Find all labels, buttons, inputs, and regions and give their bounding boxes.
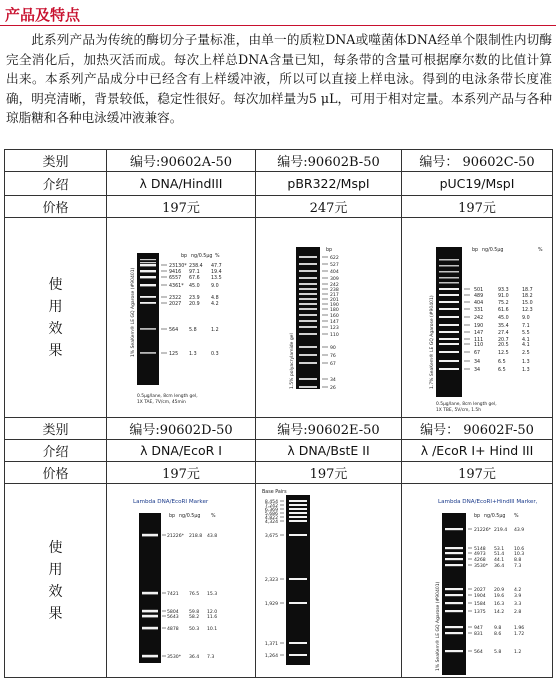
gel-band: [439, 343, 459, 345]
band-size-label: 501: [474, 287, 484, 293]
band-percent-label: 4.2: [514, 587, 522, 593]
gel-band: [140, 352, 156, 354]
gel-band: [289, 520, 307, 522]
band-percent-label: 18.2: [522, 293, 533, 299]
gel-column-header: bp: [474, 513, 481, 519]
gel-band: [445, 588, 463, 590]
product-intro: λ /EcoR I+ Hind III: [402, 440, 553, 462]
gel-band: [439, 316, 459, 318]
band-percent-label: 15.3: [207, 591, 218, 597]
gel-band: [439, 331, 459, 333]
gel-band: [445, 564, 463, 566]
gel-column-header: ng/0.5μg: [191, 253, 213, 259]
band-size-label: 67: [330, 361, 336, 367]
gel-band: [445, 626, 463, 628]
product-code: 编号： 90602F-50: [402, 418, 553, 440]
table-row: [5, 218, 553, 418]
band-size-label: 125: [169, 351, 179, 357]
band-size-label: 238: [330, 287, 339, 293]
band-percent-label: 1.96: [514, 625, 525, 631]
row-label-intro: 介绍: [5, 440, 107, 462]
gel-column-header: %: [215, 253, 220, 259]
band-mass-label: 12.5: [498, 350, 509, 356]
row-label-effect: 使用效果: [5, 218, 107, 418]
band-size-label: 242: [474, 315, 484, 321]
gel-band: [140, 264, 156, 266]
band-size-label: 2027: [474, 587, 486, 593]
gel-band: [299, 293, 317, 295]
gel-caption: 1.7% SeaKem® LE GQ Agarose (#90401): [430, 294, 435, 389]
band-mass-label: 238.4: [189, 263, 203, 269]
gel-band: [289, 602, 307, 604]
band-size-label: 8,454: [264, 499, 278, 505]
band-percent-label: 1.3: [522, 367, 530, 373]
band-size-label: 527: [330, 262, 339, 268]
gel-band: [289, 500, 307, 502]
product-spec-table: [4, 149, 553, 678]
gel-band: [299, 308, 317, 310]
band-percent-label: 12.3: [522, 307, 533, 313]
gel-band: [299, 270, 317, 272]
band-size-label: 404: [330, 269, 339, 275]
band-size-label: 201: [330, 297, 339, 303]
band-percent-label: 1.2: [211, 327, 219, 333]
band-percent-label: 7.3: [514, 563, 522, 569]
band-size-label: 4,324: [264, 519, 278, 525]
band-mass-label: 50.3: [189, 626, 200, 632]
gel-band: [289, 654, 307, 656]
gel-image: [256, 219, 401, 417]
band-size-label: 1,371: [264, 641, 278, 647]
band-percent-label: 1.72: [514, 631, 525, 637]
product-price: 197元: [256, 462, 402, 484]
gel-band: [289, 578, 307, 580]
band-size-label: 21226*: [167, 533, 184, 539]
gel-footnote: 0.5μg/lane, 8cm length gel,: [137, 393, 198, 399]
band-size-label: 242: [330, 282, 339, 288]
gel-caption: 1.5% polyacrylamide gel: [290, 332, 295, 389]
gel-image-cell: [402, 484, 553, 678]
gel-band: [289, 516, 307, 518]
band-mass-label: 20.9: [494, 587, 505, 593]
band-mass-label: 5.8: [494, 649, 502, 655]
gel-column-header: bp: [181, 253, 188, 259]
gel-image-cell: [402, 218, 553, 418]
band-size-label: 1584: [474, 601, 486, 607]
gel-band: [445, 547, 463, 549]
band-mass-label: 59.8: [189, 609, 200, 615]
band-size-label: 4268: [474, 557, 486, 563]
gel-band: [299, 346, 317, 348]
band-mass-label: 5.8: [189, 327, 197, 333]
gel-band: [289, 642, 307, 644]
band-mass-label: 61.6: [498, 307, 509, 313]
gel-column-header: bp: [472, 247, 479, 253]
band-percent-label: 1.3: [522, 359, 530, 365]
band-size-label: 489: [474, 293, 484, 299]
gel-column-header: %: [211, 513, 216, 519]
band-mass-label: 20.9: [189, 301, 200, 307]
band-size-label: 3,675: [264, 533, 278, 539]
band-mass-label: 218.8: [189, 533, 203, 539]
gel-column-header: %: [538, 247, 543, 253]
product-price: 247元: [256, 196, 402, 218]
band-percent-label: 9.0: [522, 315, 530, 321]
band-mass-label: 9.8: [494, 625, 502, 631]
band-mass-label: 44.1: [494, 557, 505, 563]
gel-band: [299, 314, 317, 316]
band-mass-label: 67.6: [189, 275, 200, 281]
band-size-label: 26: [330, 385, 336, 391]
band-mass-label: 219.4: [494, 527, 508, 533]
product-intro: λ DNA/HindIII: [107, 172, 256, 196]
band-size-label: 34: [474, 359, 481, 365]
band-percent-label: 12.0: [207, 609, 218, 615]
gel-image-cell: [256, 484, 402, 678]
band-size-label: 309: [330, 276, 339, 282]
band-size-label: 4,822: [264, 515, 278, 521]
gel-band: [140, 296, 156, 298]
band-size-label: 5643: [167, 614, 179, 620]
gel-band: [140, 270, 156, 272]
band-mass-label: 27.4: [498, 330, 509, 336]
gel-band: [299, 354, 317, 356]
gel-band: [299, 256, 317, 258]
gel-caption: 1% SeaKem® LE GQ Agarose (#90401): [436, 581, 441, 671]
band-percent-label: 13.5: [211, 275, 222, 281]
gel-image: [402, 219, 552, 417]
band-size-label: 947: [474, 625, 483, 631]
band-mass-label: 16.3: [494, 601, 505, 607]
gel-band: [299, 263, 317, 265]
band-mass-label: 6.5: [498, 367, 506, 373]
gel-band: [445, 632, 463, 634]
section-heading: 产品及特点: [5, 6, 81, 24]
band-mass-label: 1.3: [189, 351, 197, 357]
band-size-label: 564: [169, 327, 179, 333]
gel-band: [445, 610, 463, 612]
gel-band: [439, 368, 459, 370]
gel-lane: [436, 247, 462, 397]
band-percent-label: 43.8: [207, 533, 218, 539]
gel-band: [142, 591, 158, 594]
gel-band: [289, 512, 307, 514]
band-size-label: 331: [474, 307, 484, 313]
table-row: [5, 172, 553, 196]
band-size-label: 7,242: [264, 503, 278, 509]
band-size-label: 147: [474, 330, 484, 336]
gel-column-header: Base Pairs: [262, 489, 287, 495]
band-size-label: 110: [330, 332, 339, 338]
gel-band: [439, 324, 459, 326]
band-size-label: 123: [330, 325, 339, 331]
band-mass-label: 51.4: [494, 551, 505, 557]
band-mass-label: 14.2: [494, 609, 505, 615]
gel-band: [289, 508, 307, 510]
band-percent-label: 3.3: [514, 601, 522, 607]
gel-band: [140, 284, 156, 286]
gel-band: [142, 533, 158, 536]
gel-footnote: 0.5μg/lane, 8cm length gel,: [436, 401, 497, 407]
gel-band: [299, 277, 317, 279]
gel-band: [439, 271, 459, 273]
band-size-label: 6,369: [264, 507, 278, 513]
band-mass-label: 35.4: [498, 323, 509, 329]
gel-band: [445, 558, 463, 560]
band-percent-label: 0.3: [211, 351, 219, 357]
gel-band: [439, 277, 459, 279]
band-mass-label: 76.5: [189, 591, 200, 597]
band-mass-label: 6.5: [498, 359, 506, 365]
band-size-label: 564: [474, 649, 483, 655]
band-size-label: 1,929: [264, 601, 278, 607]
row-label-effect: 使用效果: [5, 484, 107, 678]
band-size-label: 622: [330, 255, 339, 261]
gel-band: [445, 650, 463, 652]
gel-column-header: ng/0.5μg: [482, 247, 504, 253]
band-size-label: 3530*: [167, 654, 181, 660]
band-size-label: 111: [474, 337, 484, 343]
gel-column-header: ng/0.5μg: [179, 513, 201, 519]
band-percent-label: 43.9: [514, 527, 525, 533]
row-label-category: 类别: [5, 418, 107, 440]
gel-band: [299, 326, 317, 328]
product-intro-paragraph: 此系列产品为传统的酶切分子量标准，由单一的质粒DNA或噬菌体DNA经单个限制性内切酶完全消化后，加热灭活而成。每次上样总DNA含量已知，每条带的含量可根据摩尔数的比值计算出来。本系列产品成分中已经含有上样缓冲液，所以可以直接上样电泳。得到的电泳条带长度准确，明亮清晰，背景较低，稳定性很好。每次加样量为5 μL，可用于相对定量。本系列产品与各种琼脂糖和各种电泳缓冲液兼容。: [6, 32, 552, 126]
band-mass-label: 45.0: [189, 283, 200, 289]
gel-image-cell: [256, 218, 402, 418]
band-percent-label: 15.0: [522, 300, 533, 306]
gel-band: [445, 602, 463, 604]
gel-band: [142, 609, 158, 612]
band-size-label: 190: [474, 323, 484, 329]
band-size-label: 5148: [474, 546, 486, 552]
band-mass-label: 58.2: [189, 614, 200, 620]
row-label-price: 价格: [5, 196, 107, 218]
product-price: 197元: [107, 462, 256, 484]
gel-band: [439, 288, 459, 290]
gel-title: Lambda DNA/EcoRI Marker: [133, 498, 209, 505]
band-size-label: 3530*: [474, 563, 488, 569]
band-size-label: 1904: [474, 593, 486, 599]
table-row: [5, 440, 553, 462]
band-size-label: 2027: [169, 301, 182, 307]
band-mass-label: 91.0: [498, 293, 509, 299]
band-mass-label: 20.7: [498, 337, 509, 343]
band-percent-label: 3.9: [514, 593, 522, 599]
band-size-label: 9416: [169, 269, 182, 275]
band-size-label: 4973: [474, 551, 486, 557]
band-mass-label: 75.2: [498, 300, 509, 306]
table-row: [5, 418, 553, 440]
band-percent-label: 7.1: [522, 323, 530, 329]
product-intro: λ DNA/EcoR I: [107, 440, 256, 462]
band-mass-label: 36.4: [494, 563, 505, 569]
band-size-label: 90: [330, 345, 336, 351]
band-mass-label: 8.6: [494, 631, 502, 637]
band-percent-label: 1.2: [514, 649, 522, 655]
band-mass-label: 45.0: [498, 315, 509, 321]
gel-band: [142, 626, 158, 629]
band-mass-label: 23.9: [189, 295, 200, 301]
gel-band: [299, 386, 317, 388]
gel-band: [439, 265, 459, 267]
band-percent-label: 9.0: [211, 283, 219, 289]
band-size-label: 831: [474, 631, 483, 637]
band-percent-label: 4.1: [522, 337, 530, 343]
product-intro: λ DNA/BstE II: [256, 440, 402, 462]
product-price: 197元: [107, 196, 256, 218]
band-size-label: 23130*: [169, 263, 187, 269]
gel-band: [140, 302, 156, 304]
gel-band: [445, 528, 463, 530]
band-size-label: 34: [474, 367, 481, 373]
gel-title: Lambda DNA/EcoRI+HindIII Marker,: [438, 498, 538, 505]
product-code: 编号:90602E-50: [256, 418, 402, 440]
band-percent-label: 2.5: [522, 350, 530, 356]
gel-band: [445, 552, 463, 554]
gel-band: [439, 282, 459, 284]
band-mass-label: 19.6: [494, 593, 505, 599]
table-row: [5, 150, 553, 172]
gel-band: [439, 360, 459, 362]
gel-band: [299, 288, 317, 290]
gel-lane: [137, 253, 159, 385]
gel-band: [439, 301, 459, 303]
band-size-label: 190: [330, 302, 339, 308]
band-percent-label: 10.6: [514, 546, 525, 552]
band-size-label: 404: [474, 300, 484, 306]
gel-column-header: ng/0.5μg: [484, 513, 506, 519]
gel-image: [107, 485, 255, 677]
band-size-label: 2,323: [264, 577, 278, 583]
band-size-label: 160: [330, 313, 339, 319]
band-size-label: 110: [474, 342, 484, 348]
product-intro: pUC19/MspI: [402, 172, 553, 196]
band-size-label: 76: [330, 353, 336, 359]
gel-column-header: %: [514, 513, 519, 519]
product-code: 编号:90602D-50: [107, 418, 256, 440]
gel-band: [299, 303, 317, 305]
gel-band: [445, 594, 463, 596]
gel-band: [142, 614, 158, 617]
band-size-label: 180: [330, 307, 339, 313]
gel-band: [439, 338, 459, 340]
gel-band: [299, 362, 317, 364]
table-row: [5, 462, 553, 484]
gel-band: [299, 320, 317, 322]
band-percent-label: 7.3: [207, 654, 215, 660]
band-percent-label: 18.7: [522, 287, 533, 293]
gel-band: [142, 654, 158, 657]
gel-band: [299, 298, 317, 300]
band-size-label: 1375: [474, 609, 486, 615]
band-size-label: 7421: [167, 591, 179, 597]
gel-band: [439, 259, 459, 261]
band-size-label: 21226*: [474, 527, 491, 533]
band-mass-label: 93.3: [498, 287, 509, 293]
gel-band: [140, 276, 156, 278]
gel-band: [140, 262, 156, 263]
heading-divider: [0, 25, 556, 26]
band-mass-label: 53.1: [494, 546, 505, 552]
band-percent-label: 10.3: [514, 551, 525, 557]
band-size-label: 217: [330, 292, 339, 298]
product-price: 197元: [402, 196, 553, 218]
gel-band: [439, 294, 459, 296]
band-percent-label: 19.4: [211, 269, 222, 275]
gel-band: [289, 504, 307, 506]
gel-band: [140, 328, 156, 330]
table-row: [5, 484, 553, 678]
band-size-label: 5804: [167, 609, 179, 615]
gel-band: [299, 283, 317, 285]
gel-band: [299, 333, 317, 335]
gel-image: [402, 485, 552, 677]
row-label-intro: 介绍: [5, 172, 107, 196]
product-code: 编号： 90602C-50: [402, 150, 553, 172]
gel-column-header: bp: [326, 247, 333, 253]
gel-footnote: 1X TAE, 7V/cm, 45min: [137, 399, 186, 405]
band-mass-label: 97.1: [189, 269, 200, 275]
band-percent-label: 8.8: [514, 557, 522, 563]
gel-band: [140, 259, 156, 260]
gel-band: [439, 351, 459, 353]
gel-footnote: 1X TBE, 5V/cm, 1.5h: [436, 407, 481, 413]
gel-image-cell: [107, 484, 256, 678]
gel-lane: [296, 247, 320, 389]
band-percent-label: 4.1: [522, 342, 530, 348]
row-label-category: 类别: [5, 150, 107, 172]
gel-band: [299, 378, 317, 380]
gel-image-cell: [107, 218, 256, 418]
band-percent-label: 5.5: [522, 330, 530, 336]
band-percent-label: 10.1: [207, 626, 218, 632]
band-percent-label: 47.7: [211, 263, 222, 269]
gel-image: [256, 485, 401, 677]
gel-column-header: bp: [169, 513, 176, 519]
band-percent-label: 4.2: [211, 301, 219, 307]
band-percent-label: 4.8: [211, 295, 219, 301]
band-size-label: 34: [330, 377, 336, 383]
band-size-label: 147: [330, 319, 339, 325]
gel-image: [107, 219, 255, 417]
band-size-label: 4878: [167, 626, 179, 632]
row-label-price: 价格: [5, 462, 107, 484]
band-size-label: 1,264: [264, 653, 278, 659]
product-code: 编号:90602A-50: [107, 150, 256, 172]
product-code: 编号:90602B-50: [256, 150, 402, 172]
gel-band: [289, 534, 307, 536]
band-percent-label: 2.8: [514, 609, 522, 615]
band-size-label: 6557: [169, 275, 182, 281]
band-size-label: 5,686: [264, 511, 278, 517]
band-size-label: 2322: [169, 295, 182, 301]
table-row: [5, 196, 553, 218]
gel-band: [439, 308, 459, 310]
band-percent-label: 11.6: [207, 614, 218, 620]
gel-caption: 1% SeaKem® LE GQ Agarose (#90401): [131, 267, 136, 357]
product-price: 197元: [402, 462, 553, 484]
product-intro: pBR322/MspI: [256, 172, 402, 196]
band-mass-label: 36.4: [189, 654, 200, 660]
band-size-label: 67: [474, 350, 481, 356]
band-mass-label: 20.5: [498, 342, 509, 348]
band-size-label: 4361*: [169, 283, 184, 289]
